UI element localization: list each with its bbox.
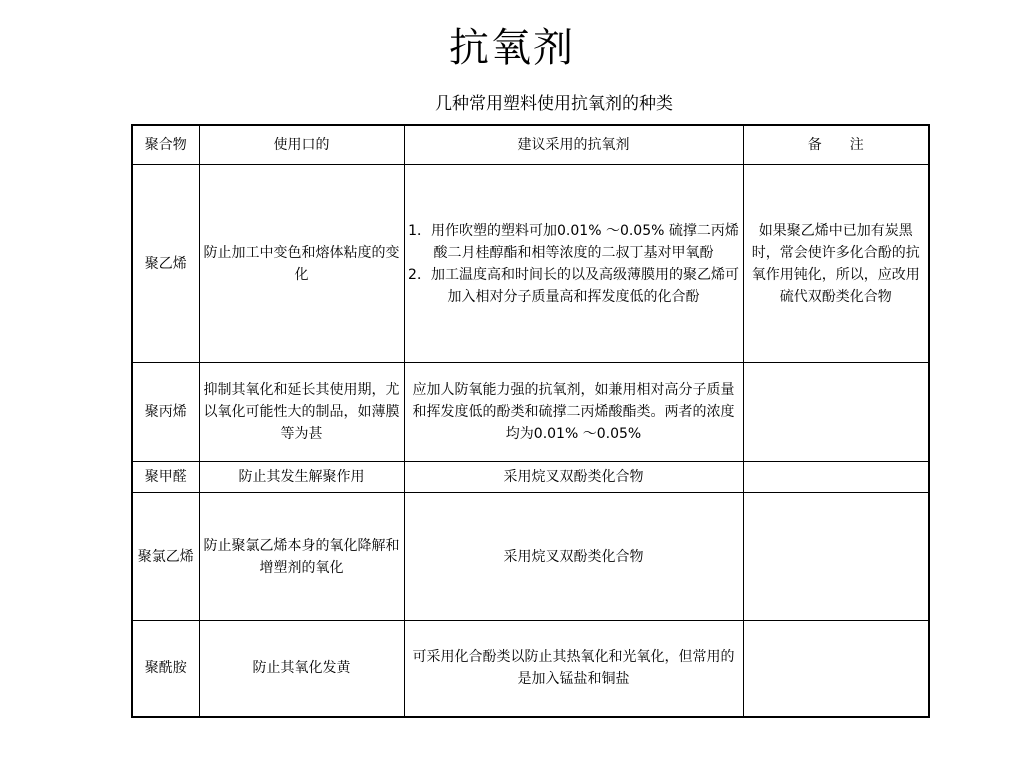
antioxidant-cell: 可采用化合酚类以防止其热氧化和光氧化，但常用的是加入锰盐和铜盐 xyxy=(404,621,743,717)
header-antioxidant: 建议采用的抗氧剂 xyxy=(404,125,743,165)
purpose-cell: 防止加工中变色和熔体粘度的变化 xyxy=(199,165,404,363)
table-header-row xyxy=(132,125,929,165)
purpose-cell: 防止聚氯乙烯本身的氧化降解和增塑剂的氧化 xyxy=(199,493,404,621)
header-note: 备 注 xyxy=(743,125,929,165)
purpose-cell: 防止其发生解聚作用 xyxy=(199,462,404,493)
antioxidant-cell: 应加人防氧能力强的抗氧剂，如兼用相对高分子质量和挥发度低的酚类和硫撑二丙烯酸酯类。两者的浓度均为0.01% ～0.05% xyxy=(404,363,743,462)
table-row xyxy=(132,363,929,462)
header-purpose: 使用口的 xyxy=(199,125,404,165)
antioxidant-cell: 采用烷叉双酚类化合物 xyxy=(404,493,743,621)
antioxidant-table xyxy=(131,124,930,718)
page-title: 抗氧剂 xyxy=(449,25,575,71)
note-cell: 如果聚乙烯中已加有炭黑时，常会使许多化合酚的抗氧作用钝化，所以，应改用硫代双酚类化合物 xyxy=(743,165,929,363)
table-row xyxy=(132,621,929,717)
table-caption: 几种常用塑料使用抗氧剂的种类 xyxy=(435,94,673,114)
purpose-cell: 抑制其氧化和延长其使用期，尤以氧化可能性大的制品，如薄膜等为甚 xyxy=(199,363,404,462)
polymer-cell: 聚氯乙烯 xyxy=(132,493,199,621)
table-row xyxy=(132,493,929,621)
antioxidant-item-1: 1．用作吹塑的塑料可加0.01% ～0.05% 硫撑二丙烯酸二月桂醇酯和相等浓度的二叔丁基对甲氧酚 xyxy=(408,222,739,261)
note-cell xyxy=(743,363,929,462)
table-row xyxy=(132,462,929,493)
antioxidant-item-2: 2．加工温度高和时间长的以及高级薄膜用的聚乙烯可加入相对分子质量高和挥发度低的化合酚 xyxy=(408,266,739,305)
table-row xyxy=(132,165,929,363)
note-cell xyxy=(743,493,929,621)
note-cell xyxy=(743,462,929,493)
antioxidant-cell: 采用烷叉双酚类化合物 xyxy=(404,462,743,493)
polymer-cell: 聚丙烯 xyxy=(132,363,199,462)
polymer-cell: 聚酰胺 xyxy=(132,621,199,717)
antioxidant-cell xyxy=(404,165,743,363)
polymer-cell: 聚甲醛 xyxy=(132,462,199,493)
purpose-cell: 防止其氧化发黄 xyxy=(199,621,404,717)
polymer-cell: 聚乙烯 xyxy=(132,165,199,363)
header-polymer: 聚合物 xyxy=(132,125,199,165)
note-cell xyxy=(743,621,929,717)
